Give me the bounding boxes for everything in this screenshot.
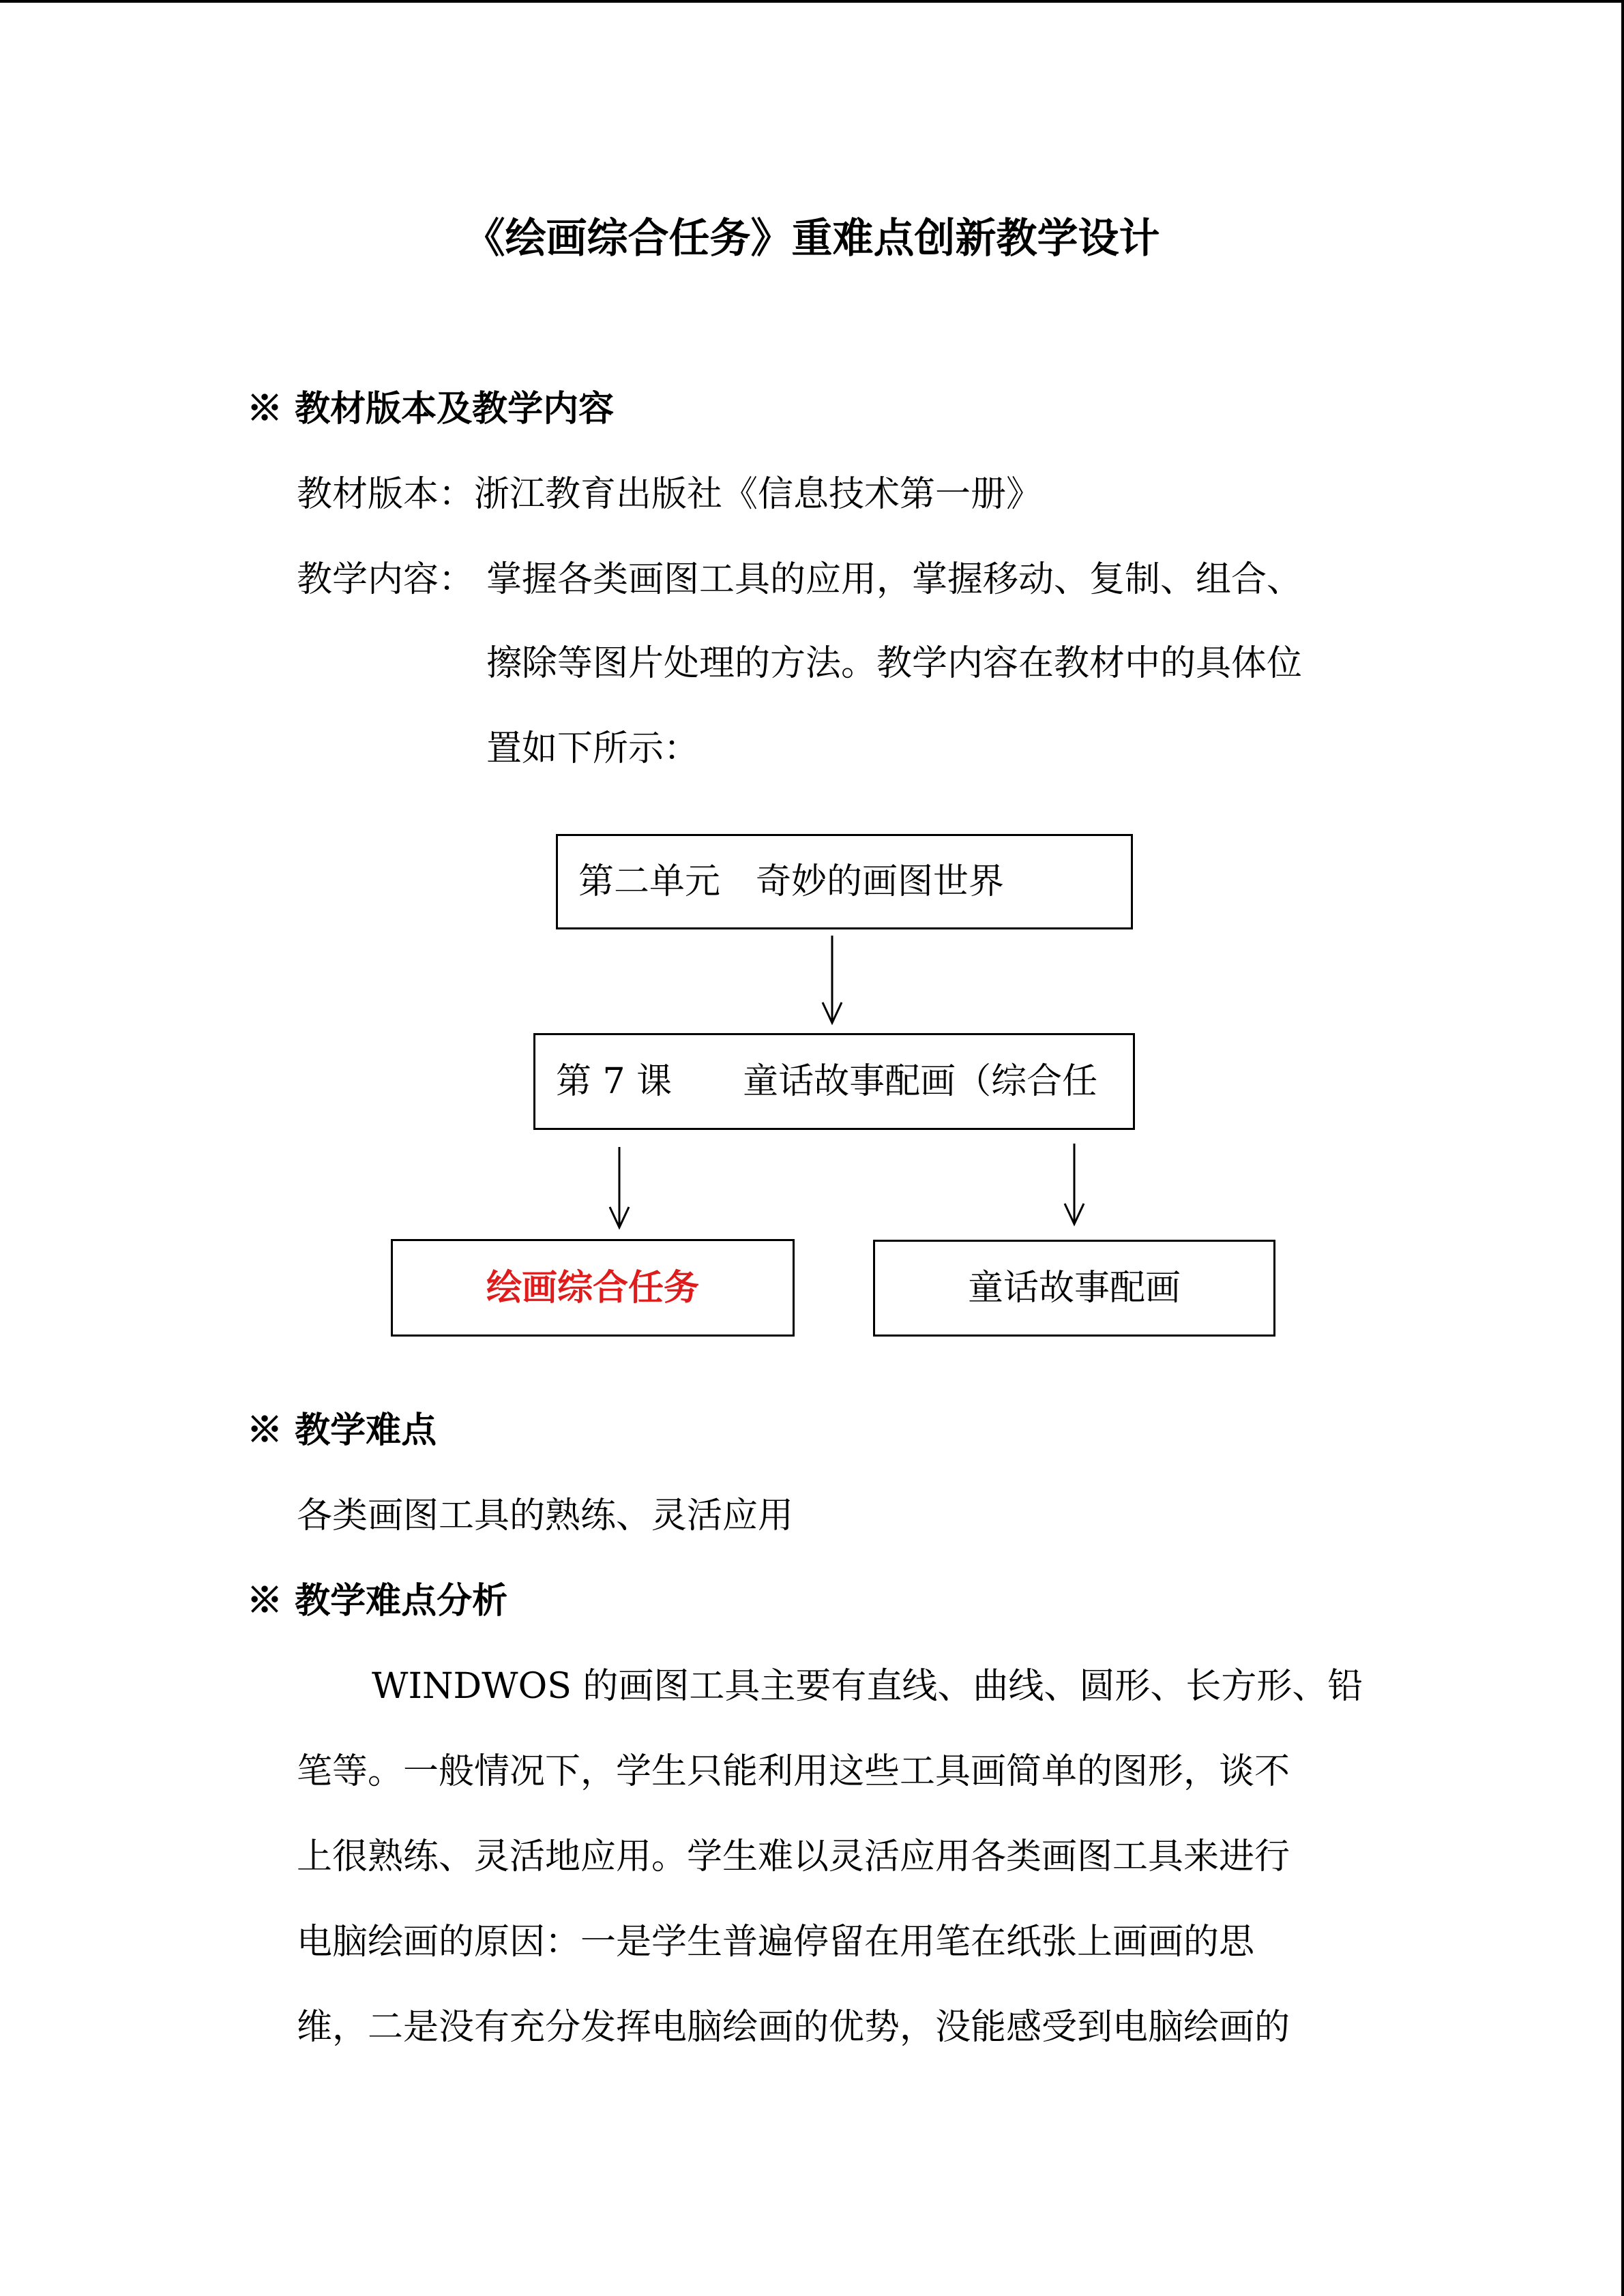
lesson-box-label: 第 7 课 童话故事配画（综合任 — [556, 1061, 1098, 1102]
section-heading-analysis: ※ 教学难点分析 — [247, 1580, 508, 1622]
unit-box — [556, 834, 1133, 929]
section-heading-textbook: ※ 教材版本及教学内容 — [247, 388, 615, 430]
arrow-down-right-icon — [1061, 1142, 1088, 1231]
teaching-content-line-2: 擦除等图片处理的方法。教学内容在教材中的具体位 — [486, 643, 1303, 684]
arrow-down-icon — [818, 934, 846, 1030]
analysis-line-1: WINDWOS 的画图工具主要有直线、曲线、圆形、长方形、铅 — [372, 1666, 1363, 1707]
analysis-line-3: 上很熟练、灵活地应用。学生难以灵活应用各类画图工具来进行 — [297, 1836, 1290, 1877]
painting-task-box — [391, 1239, 795, 1337]
lesson-box — [533, 1033, 1135, 1130]
textbook-edition-line: 教材版本：浙江教育出版社《信息技术第一册》 — [297, 474, 1042, 515]
document-title: 《绘画综合任务》重难点创新教学设计 — [464, 215, 1160, 263]
analysis-line-4: 电脑绘画的原因：一是学生普遍停留在用笔在纸张上画画的思 — [297, 1922, 1255, 1963]
teaching-content-line-3: 置如下所示： — [486, 728, 700, 769]
unit-box-label: 第二单元 奇妙的画图世界 — [578, 861, 1005, 902]
section-heading-difficulty: ※ 教学难点 — [247, 1410, 437, 1451]
page-border-top — [0, 0, 1624, 3]
analysis-line-5: 维，二是没有充分发挥电脑绘画的优势，没能感受到电脑绘画的 — [297, 2007, 1290, 2048]
page-border-right — [1621, 0, 1624, 2296]
fairy-tale-label: 童话故事配画 — [967, 1268, 1181, 1309]
difficulty-text: 各类画图工具的熟练、灵活应用 — [297, 1495, 794, 1536]
analysis-line-2: 笔等。一般情况下，学生只能利用这些工具画简单的图形，谈不 — [297, 1751, 1290, 1792]
teaching-content-label: 教学内容： — [297, 559, 475, 600]
painting-task-label: 绘画综合任务 — [486, 1266, 699, 1309]
teaching-content-line-1: 掌握各类画图工具的应用，掌握移动、复制、组合、 — [486, 559, 1303, 600]
fairy-tale-box — [873, 1240, 1275, 1337]
arrow-down-left-icon — [606, 1146, 633, 1234]
